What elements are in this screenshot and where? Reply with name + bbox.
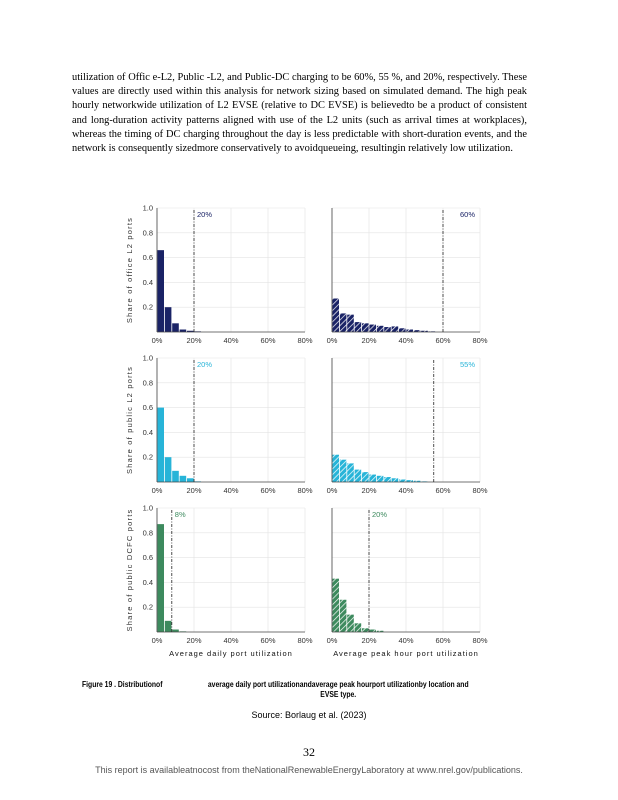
y-axis-label: Share of public L2 ports (125, 365, 134, 475)
histogram-bar (355, 470, 362, 482)
y-axis-label: Share of office L2 ports (125, 216, 134, 324)
histogram-bar (157, 524, 164, 632)
y-tick-label: 0.8 (142, 378, 153, 388)
figure-label: Figure 19 . Distributionof (82, 680, 163, 689)
x-axis-label: Average daily port utilization (169, 649, 293, 658)
y-tick-label: 0.4 (142, 427, 153, 437)
y-tick-label: 0.2 (142, 602, 153, 612)
threshold-label: 8% (174, 510, 186, 519)
histogram-bar (332, 455, 339, 482)
histogram-bar (384, 327, 391, 332)
panel-r3-c2 (327, 508, 488, 658)
histogram-bar (392, 326, 399, 332)
histogram-bar (362, 628, 369, 632)
y-tick-label: 0.6 (142, 253, 153, 263)
x-tick-label: 80% (297, 336, 313, 345)
x-tick-label: 0% (326, 636, 338, 645)
histogram-bar (392, 478, 399, 482)
x-tick-label: 20% (361, 486, 377, 495)
panel-r1-c2 (327, 208, 488, 345)
histogram-bar (384, 477, 391, 482)
x-tick-label: 60% (435, 336, 451, 345)
histogram-bar (172, 323, 179, 332)
histogram-bar (377, 476, 384, 482)
histogram-bar (165, 621, 172, 632)
histogram-bar (332, 579, 339, 632)
x-tick-label: 40% (398, 636, 414, 645)
x-tick-label: 60% (260, 486, 276, 495)
x-tick-label: 20% (361, 636, 377, 645)
histogram-bar (347, 315, 354, 332)
histogram-bar (347, 463, 354, 482)
x-tick-label: 40% (223, 636, 239, 645)
histogram-bar (165, 307, 172, 332)
x-tick-label: 80% (472, 486, 488, 495)
histogram-bar (340, 313, 347, 332)
histogram-bar (355, 623, 362, 632)
panel-r1-c1 (143, 204, 313, 346)
histogram-bar (187, 478, 194, 482)
x-tick-label: 20% (186, 486, 202, 495)
x-tick-label: 40% (398, 336, 414, 345)
histogram-bar (172, 471, 179, 482)
y-tick-label: 0.2 (142, 302, 153, 312)
y-tick-label: 0.8 (142, 228, 153, 238)
x-tick-label: 0% (326, 486, 338, 495)
x-tick-label: 40% (223, 336, 239, 345)
histogram-bar (157, 250, 164, 332)
threshold-label: 55% (460, 360, 476, 369)
x-tick-label: 20% (361, 336, 377, 345)
y-tick-label: 0.6 (142, 403, 153, 413)
x-tick-label: 60% (435, 486, 451, 495)
figure-source: Source: Borlaug et al. (2023) (251, 710, 367, 720)
y-tick-label: 1.0 (142, 503, 153, 513)
x-tick-label: 80% (297, 486, 313, 495)
histogram-bar (340, 600, 347, 632)
panel-r3-c1 (143, 504, 313, 659)
histogram-bar (362, 472, 369, 482)
x-tick-label: 40% (223, 486, 239, 495)
x-tick-label: 60% (260, 636, 276, 645)
x-axis-label: Average peak hour port utilization (333, 649, 479, 658)
x-tick-label: 80% (297, 636, 313, 645)
histogram-bar (399, 328, 406, 332)
histogram-bar (332, 299, 339, 332)
x-tick-label: 0% (326, 336, 338, 345)
threshold-label: 20% (372, 510, 388, 519)
threshold-label: 20% (197, 210, 213, 219)
histogram-bar (369, 475, 376, 482)
figure-caption: average daily port utilizationandaverage peak hourport utilizationby location and EVSE type. (207, 680, 469, 699)
y-axis-label: Share of public DCFC ports (125, 508, 134, 632)
utilization-histogram-grid (120, 200, 500, 670)
page-footer: This report is availableatnocost from theNationalRenewableEnergyLaboratory at www.nrel.gov/publications. (95, 765, 523, 775)
panel-r2-c2 (327, 358, 488, 495)
histogram-bar (347, 615, 354, 632)
x-tick-label: 80% (472, 336, 488, 345)
threshold-label: 60% (460, 210, 476, 219)
histogram-bar (377, 326, 384, 332)
histogram-bar (157, 408, 164, 482)
y-tick-label: 1.0 (142, 203, 153, 213)
y-tick-label: 0.4 (142, 277, 153, 287)
x-tick-label: 0% (151, 486, 163, 495)
x-tick-label: 60% (260, 336, 276, 345)
histogram-bar (180, 476, 187, 482)
y-tick-label: 0.6 (142, 553, 153, 563)
x-tick-label: 0% (151, 636, 163, 645)
x-tick-label: 0% (151, 336, 163, 345)
histogram-bar (369, 325, 376, 332)
x-tick-label: 60% (435, 636, 451, 645)
body-paragraph: utilization of Offic e-L2, Public -L2, and Public-DC charging to be 60%, 55 %, and 20%, respectively. These values are directly used within this analysis for network sizing based on simulated demand. The high peak hourly networkwide utilization of L2 EVSE (relative to DC EVSE) is believedto be a product of consistent and long-duration activity patterns aligned with use of the L2 units (such as arrival times at workplaces), whereas the timing of DC charging throughout the day is less predictable with short-duration events, and the network is consequently sizedmore conservatively to avoidqueueing, resultingin relatively low utilization. (72, 72, 527, 155)
panel-r2-c1 (143, 354, 313, 496)
x-tick-label: 20% (186, 636, 202, 645)
threshold-label: 20% (197, 360, 213, 369)
histogram-bar (165, 457, 172, 482)
x-tick-label: 20% (186, 336, 202, 345)
x-tick-label: 40% (398, 486, 414, 495)
y-tick-label: 0.4 (142, 577, 153, 587)
histogram-bar (362, 323, 369, 332)
histogram-bar (340, 460, 347, 482)
histogram-bar (355, 322, 362, 332)
y-tick-label: 1.0 (142, 353, 153, 363)
y-tick-label: 0.2 (142, 452, 153, 462)
y-tick-label: 0.8 (142, 528, 153, 538)
x-tick-label: 80% (472, 636, 488, 645)
page-number: 32 (303, 745, 315, 759)
